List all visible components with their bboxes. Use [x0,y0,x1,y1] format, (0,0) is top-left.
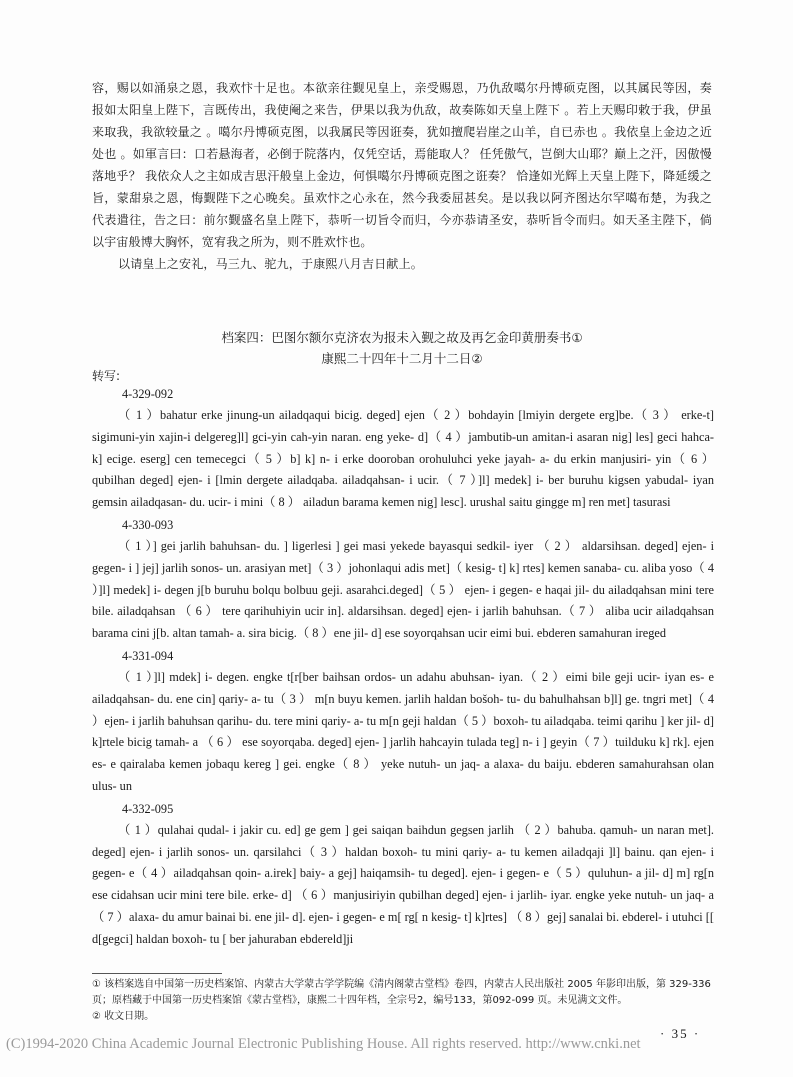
archive-title-main: 档案四：巴图尔额尔克济农为报未入觐之故及再乞金印黄册奏书① [221,330,583,345]
transliteration-paragraph: （ 1 ）bahatur erke jinung-un ailadqaqui bicig. deged] ejen（ 2 ）bohdayin [lmiyin dergete erg]be.（ 3 ） erke-t] sigimuni-yin xajin-i delgereg]l] gci-yin cah-yin naran. eng yeke- d]（ 4 ）jambutib-un amitan-i asaran nig] les] geci hahca- k] ecige. eserg] cen temecegci（ 5 ）b] k] n- i erke dooroban orohuluhci yeke jayah- a- du erkin manjusiri- yin（ 6 ）qubilhan deged] ejen- i [lmin dergete ailadqaba. ailadqahsan- i ucir.（ 7 ）]l] medek] i- ber buruhu kigsen yabudal- iyan gemsin ailadqasan- du. ucir- i mini（ 8 ） ailadun barama kemen nig] lesc]. urushal saitu gingge m] ren met] tasurasi [92,408,714,510]
archive-title [92,327,712,369]
footnote-1: ① 该档案选自中国第一历史档案馆、内蒙古大学蒙古学学院编《清内阁蒙古堂档》卷四，内蒙古人民出版社 2005 年影印出版，第 329-336页；原档藏于中国第一历史档案馆《蒙古堂档》，康熙二十四年档，全宗号2，编号133，第092-099 页。未见满文文件。 [92,979,711,1006]
folio-code: 4-331-094 [122,648,174,663]
folio-code: 4-330-093 [122,517,174,532]
transliteration-paragraph: （ 1 ）qulahai qudal- i jakir cu. ed] ge gem ] gei saiqan baihdun gegsen jarlih （ 2 ）bahuba. qamuh- un naran met]. deged] ejen- i jarlih sonos- un. qarsilahci（ 3 ）haldan boxoh- tu mini qariy- a- tu kemen ailadqaji ]l] bainu. qan ejen- i gegen- e（ 4 ）ailadqahsan qoin- a.irek] baiy- a gej] haiqamsih- tu deged]. ejen- i gegen- e（ 5 ）quluhun- a jil- d] m] rg[n ese cidahsan ucir mini tere bile. erke- d] （ 6 ）manjusiriyin qubilhan deged] ejen- i jarlih- iyar. engke yeke nutuh- un jaq- a（ 7 ）alaxa- du amur bainai bi. ene jil- d]. ejen- i gegen- e m[ rg[ n kesig- t] k]rtes] （ 8 ）gej] sanalai bi. ebderel- i utuhci [[ d[gegci] haldan boxoh- tu [ ber jahuraban ebdereld]ji [92,822,714,946]
transliteration-paragraph: （ 1 ）]l] mdek] i- degen. engke t[r[ber baihsan ordos- un adahu abuhsan- iyan.（ 2 ）eimi bile geji ucir- iyan es- e ailadqahsan- du. ene cin] qariy- a- tu（ 3 ） m[n buyu kemen. jarlih haldan bošoh- tu- du bahulhahsan b]l] ge. tngri met]（ 4 ）ejen- i jarlih bahuhsan qarihu- du. tere mini qariy- a- tu m[n geji haldan（ 5 ）boxoh- tu ailadqaba. teimi qarihu ] ker jil- d] k]rtele bicig tamah- a （ 6 ） ese soyorqaba. deged] ejen- ] jarlih hahcayin tulada teg] n- i ] geyin（ 7 ）tuilduku k] rk]. ejen es- e qairalaba kemen jobaqu kereg ] gei. engke（ 8 ） yeke nutuh- un jaq- a alaxa- du baiju. ebderen samahurahsan olan ulus- un [92,669,714,793]
footnotes [92,977,712,1025]
footnote-divider [92,973,222,974]
copyright-watermark: (C)1994-2020 China Academic Journal Electronic Publishing House. All rights reserved. http://www.cnki.net [6,1036,641,1052]
folio-code: 4-329-092 [122,387,174,401]
transliteration-paragraph: （ 1 ）] gei jarlih bahuhsan- du. ] ligerlesi ] gei masi yekede bayasqui sedkil- iyer （ 2 ） aldarsihsan. deged] ejen- i gegen- i ] jej] jarlih sonos- un. arasiyan met]（ 3 ）johonlaqui adis met]（ kesig- t] k] rtes] kemen sanaba- cu. aliba yoso（ 4 ）]l] medek] i- degen j[b buruhu bolqu bolbuu geji. asarahci.deged]（ 5 ） ejen- i gegen- e haqai jil- du ailadqahsan mini tere bile. ailadqahsan （ 6 ） tere qarihuhiyin ucir in]. aldarsihsan. deged] ejen- i jarlih bahuhsan.（ 7 ） aliba ucir ailadqahsan barama cini j[b. altan tamah- a. sira bicig.（ 8 ）ene jil- d] ese soyorqahsan ucir eimi bui. ebderen samahuran ireged [92,538,714,641]
transliteration-block [92,383,714,951]
translation-paragraph: 容，赐以如涌泉之恩，我欢忭十足也。本欲亲往觐见皇上，亲受赐恩，乃仇敌噶尔丹博硕克图，以其属民等因，奏报如太阳皇上陛下，言既传出，我使阉之来告，伊果以我为仇敌，故奏陈如天皇上陛下 。若上天赐印敕于我，伊虽来取我，我欲较量之 。噶尔丹博硕克图，以我属民等因诳奏，犹如擅爬岩崖之山羊，自已赤也 。我依皇上金边之近处也 。如軍言曰：口若悬海者，必倒于院落内，仅凭空话，焉能取人？ 任凭傲气，岂倒大山耶？巅上之汗，因傲慢落地乎？ 我依众人之主如成吉思汗般皇上金边，何惧噶尔丹博硕克图之诳奏？ 恰逢如光辉上天皇上陛下，降延缓之旨，蒙甜泉之恩，悔觐陛下之心晚矣。虽欢忭之心永在，然今我委屈甚矣。是以我以阿齐图达尔罕噶布楚，为我之代表遣往，告之曰：前尔觐盛名皇上陛下，恭听一切旨令而归，今亦恭请圣安，恭听旨令而归。如天圣主陛下，倘以宇宙般博大胸怀，宽宥我之所为，则不胜欢忭也。 [92,81,712,249]
closing-paragraph: 以请皇上之安礼，马三九、驼九，于康熙八月吉日献上。 [118,257,424,271]
footnote-2: ② 收文日期。 [92,1011,155,1022]
archive-title-date: 康熙二十四年十二月十二日② [321,351,483,366]
translation-text-block [92,77,712,275]
page-number: · 35 · [660,1026,701,1041]
transcription-label: 转写: [92,369,121,383]
folio-code: 4-332-095 [122,801,174,816]
